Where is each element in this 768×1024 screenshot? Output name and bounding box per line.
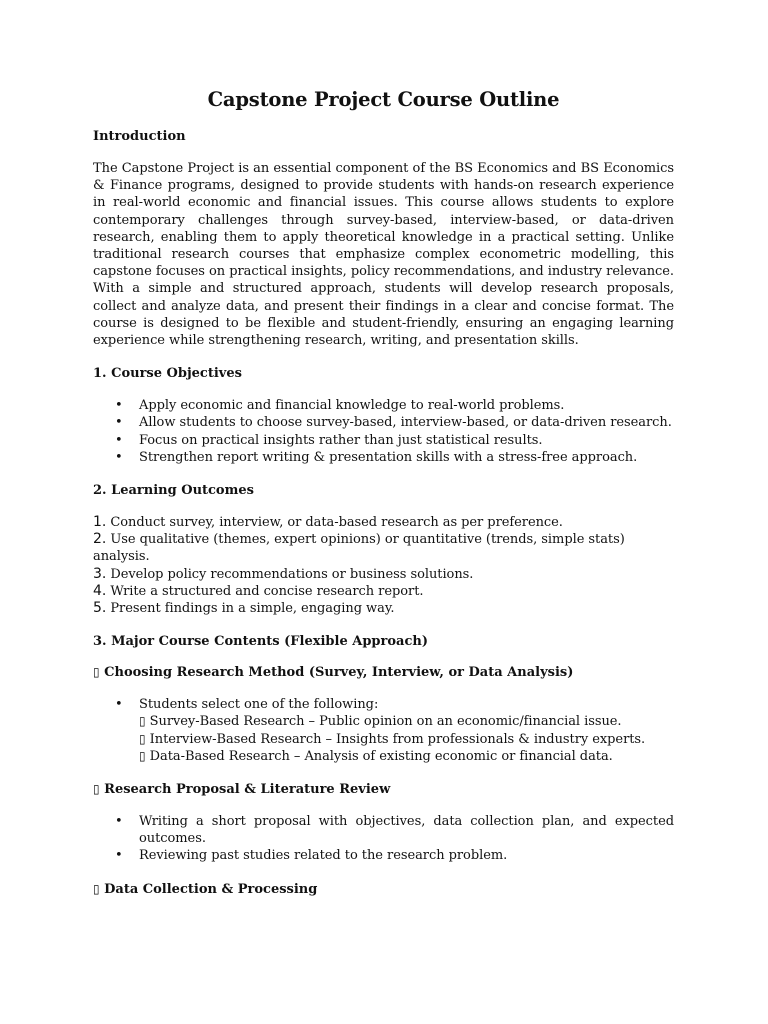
contents-heading: 3. Major Course Contents (Flexible Approach) (93, 634, 428, 650)
list-item: • Apply economic and financial knowledge to real-world problems. (93, 397, 674, 414)
method-option (139, 731, 674, 748)
item-number: 2. (93, 531, 107, 548)
list-item (93, 600, 674, 617)
missing-glyph-icon: ▯ (139, 748, 146, 763)
item-text: Use qualitative (themes, expert opinions) or quantitative (trends, simple stats) analysis. (93, 532, 625, 565)
outcomes-heading: 2. Learning Outcomes (93, 483, 254, 499)
method-heading (93, 665, 674, 680)
list-item (93, 583, 674, 600)
method-option-text: Survey-Based Research – Public opinion on an economic/financial issue. (149, 714, 622, 730)
item-number: 4. (93, 582, 107, 599)
method-option-text: Data-Based Research – Analysis of existing economic or financial data. (149, 748, 613, 764)
list-item: • Allow students to choose survey-based, interview-based, or data-driven research. (93, 414, 674, 431)
method-list (93, 696, 674, 765)
item-text: Write a structured and concise research report. (106, 583, 424, 599)
method-heading-text: Choosing Research Method (Survey, Interview, or Data Analysis) (104, 665, 574, 681)
method-lead: • Students select one of the following: (139, 697, 379, 713)
introduction-heading: Introduction (93, 129, 186, 144)
missing-glyph-icon: ▯ (139, 714, 146, 729)
item-number: 5. (93, 600, 107, 617)
introduction-paragraph: The Capstone Project is an essential component of the BS Economics and BS Economics & Finance programs, designed to provide students with hands-on research experience in real-world economic and financial issues. This course allows students to explore contemporary challenges through survey-based, interview-based, or data-driven research, enabling them to apply theoretical knowledge in a practical setting. Unlike traditional research courses that emphasize complex econometric modelling, this capstone focuses on practical insights, policy recommendations, and industry relevance. With a simple and structured approach, students will develop research proposals, collect and analyze data, and present their findings in a clear and concise format. The course is designed to be flexible and student-friendly, ensuring an engaging learning experience while strengthening research, writing, and presentation skills. (93, 161, 674, 349)
method-option (139, 713, 674, 730)
list-item: • Reviewing past studies related to the research problem. (93, 847, 674, 864)
proposal-heading (93, 782, 674, 797)
item-text: Conduct survey, interview, or data-based research as per preference. (106, 515, 563, 531)
list-item: • Strengthen report writing & presentation skills with a stress-free approach. (93, 449, 674, 466)
list-item (93, 566, 674, 583)
list-item (93, 531, 674, 565)
list-item (93, 514, 674, 531)
item-number: 1. (93, 514, 107, 531)
collection-heading-text: Data Collection & Processing (104, 881, 318, 897)
list-item: • Focus on practical insights rather than just statistical results. (93, 432, 674, 449)
list-item (93, 696, 674, 765)
missing-glyph-icon: ▯ (93, 881, 100, 896)
proposal-list (93, 813, 674, 865)
missing-glyph-icon: ▯ (93, 665, 100, 680)
collection-heading (93, 882, 674, 897)
method-option-text: Interview-Based Research – Insights from professionals & industry experts. (149, 731, 646, 747)
missing-glyph-icon: ▯ (139, 731, 146, 746)
item-number: 3. (93, 565, 107, 582)
missing-glyph-icon: ▯ (93, 782, 100, 797)
list-item: • Writing a short proposal with objectives, data collection plan, and expected outcomes. (93, 813, 674, 847)
objectives-list (93, 397, 674, 466)
objectives-heading: 1. Course Objectives (93, 366, 242, 382)
outcomes-list (93, 514, 674, 617)
proposal-heading-text: Research Proposal & Literature Review (104, 782, 391, 798)
item-text: Develop policy recommendations or business solutions. (106, 566, 474, 582)
method-option (139, 748, 674, 765)
page-title: Capstone Project Course Outline (207, 88, 560, 111)
item-text: Present findings in a simple, engaging way. (106, 601, 395, 617)
